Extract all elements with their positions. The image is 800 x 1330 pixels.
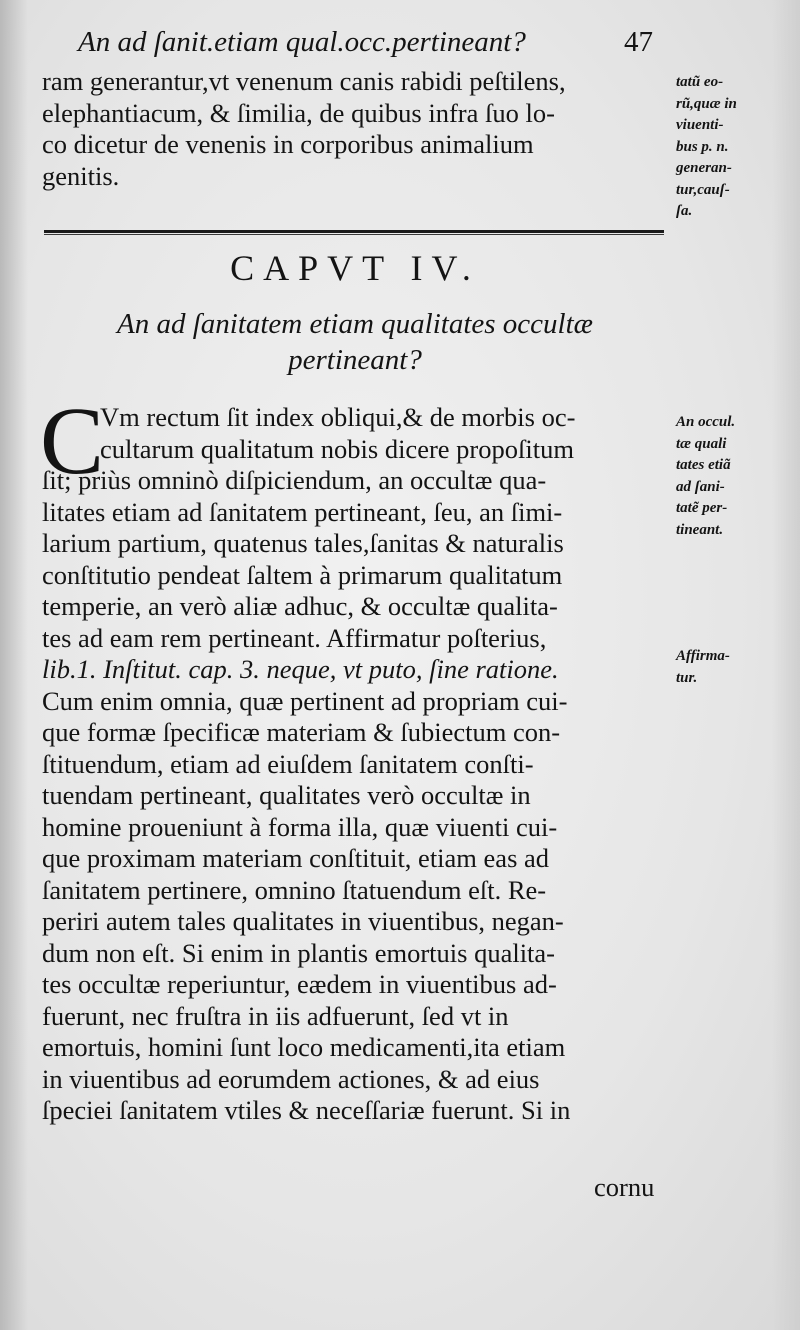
page-edge-shadow-left [0,0,28,1330]
text-line: conſtitutio pendeat ſaltem à primarum qualitatum [42,559,563,590]
text-line: tuendam pertineant, qualitates verò occultæ in [42,780,531,810]
drop-cap-lines [100,402,668,465]
text-line: homine proueniunt à forma illa, quæ viuenti cui- [42,811,558,842]
catchword: cornu [594,1172,655,1202]
drop-cap: C [40,387,105,494]
text-line: Vm rectum ſit index obliqui,& de morbis oc- [100,402,576,432]
margin-note-line: generan- [676,160,732,176]
margin-note-line: tur. [676,669,698,686]
text-line: elephantiacum, & ſimilia, de quibus infra ſuo lo- [42,97,555,128]
section-divider-rule-thin [44,234,664,235]
text-line: cultarum qualitatum nobis dicere propoſitum [100,433,574,464]
text-line: emortuis, homini ſunt loco medicamenti,ita etiam [42,1032,566,1062]
text-line: Cum enim omnia, quæ pertinent ad propriam cui- [42,685,568,716]
text-line: ſanitatem pertinere, omnino ſtatuendum eſt. Re- [42,874,547,905]
margin-note [676,72,796,223]
top-paragraph [42,66,668,192]
text-line: temperie, an verò aliæ adhuc, & occultæ qualita- [42,591,558,621]
margin-note [676,646,796,689]
running-head: An ad ſanit.etiam qual.occ.pertineant? [78,26,526,58]
margin-note [676,412,796,541]
text-line: dum non eſt. Si enim in plantis emortuis qualita- [42,937,556,968]
text-line: co dicetur de venenis in corporibus animalium [42,129,534,159]
margin-note-line: tatũ eo- [676,74,724,90]
text-line: litates etiam ad ſanitatem pertineant, ſeu, an ſimi- [42,496,563,527]
text-line: ſtituendum, etiam ad eiuſdem ſanitatem conſti- [42,748,534,779]
margin-note-line: tineant. [676,521,724,538]
margin-note-line: An occul. [676,414,736,430]
text-line: fuerunt, nec fruſtra in iis adfuerunt, ſed vt in [42,1000,509,1031]
text-line: lib.1. Inſtitut. cap. 3. neque, vt puto, ſine ratione. [42,654,559,684]
margin-note-line: ſa. [676,203,693,219]
margin-note-line: tæ quali [676,435,727,452]
margin-note-line: rũ,quæ in [676,95,737,112]
section-divider-rule [44,230,664,233]
text-line: ram generantur,vt venenum canis rabidi peſtilens, [42,66,566,96]
text-line: periri autem tales qualitates in viuentibus, negan- [42,906,564,936]
text-line: tes occultæ reperiuntur, eædem in viuentibus ad- [42,969,557,999]
margin-note-line: viuenti- [676,117,724,133]
text-line: ſpeciei ſanitatem vtiles & neceſſariæ fuerunt. Si in [42,1095,571,1125]
text-line: in viuentibus ad eorumdem actiones, & ad eius [42,1063,540,1094]
text-line: que proximam materiam conſtituit, etiam eas ad [42,843,550,873]
margin-note-line: tur,cauſ- [676,181,730,198]
text-line: tes ad eam rem pertineant. Affirmatur poſterius, [42,622,547,653]
text-line: ſit; priùs omninò diſpiciendum, an occultæ qua- [42,465,547,495]
margin-note-line: bus p. n. [676,138,729,155]
chapter-heading: CAPVT IV. [230,248,480,288]
chapter-subtitle [42,306,668,378]
margin-note-line: tates etiã [676,457,731,473]
main-paragraph [42,465,668,1127]
text-line: genitis. [42,160,120,191]
chapter-subtitle-line: An ad ſanitatem etiam qualitates occultæ [116,308,594,340]
text-line: que formæ ſpecificæ materiam & ſubiectum con- [42,717,561,747]
margin-note-line: ad ſani- [676,478,725,495]
margin-note-line: tatẽ per- [676,500,728,516]
text-line: larium partium, quatenus tales,ſanitas & naturalis [42,528,564,558]
page-number: 47 [624,26,653,58]
margin-note-line: Affirma- [676,648,730,664]
chapter-subtitle-line: pertineant? [288,344,422,376]
